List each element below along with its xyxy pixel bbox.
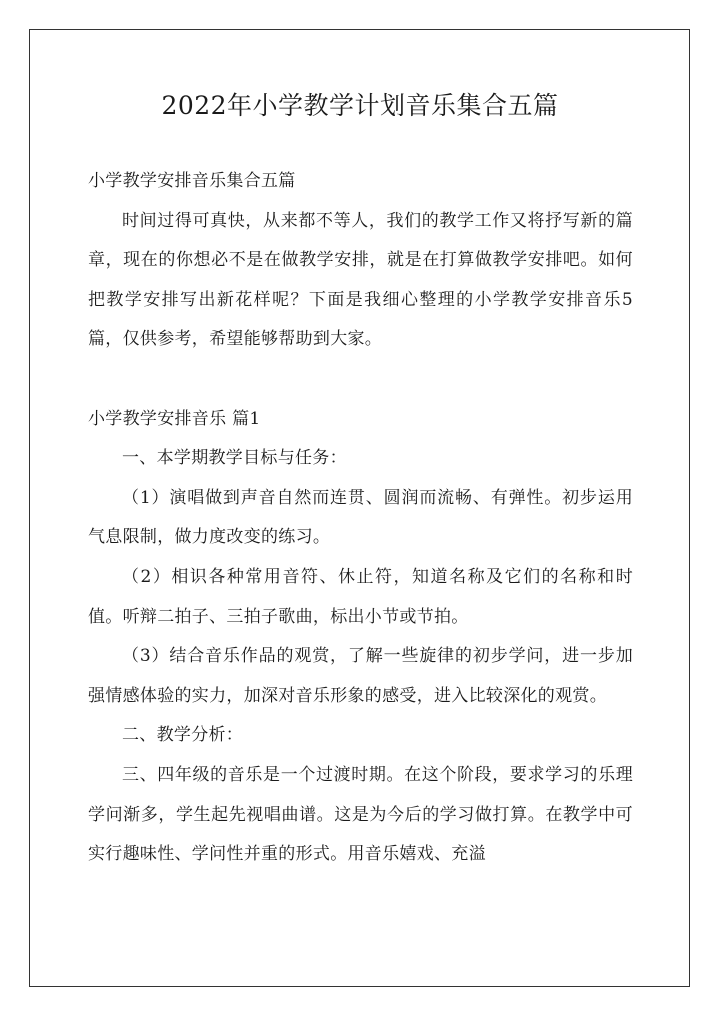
blank-line [88, 360, 633, 400]
paragraph-intro: 时间过得可真快，从来都不等人，我们的教学工作又将抒写新的篇章，现在的你想必不是在做教学安排，就是在打算做教学安排吧。如何把教学安排写出新花样呢？下面是我细心整理的小学教学安排音乐5篇，仅供参考，希望能够帮助到大家。 [88, 210, 633, 350]
paragraph-goal-2: （2）相识各种常用音符、休止符，知道名称及它们的名称和时值。听辩二拍子、三拍子歌曲，标出小节或节拍。 [88, 566, 633, 627]
paragraph-subtitle: 小学教学安排音乐集合五篇 [88, 171, 296, 191]
paragraph-goals-heading: 一、本学期教学目标与任务： [122, 448, 347, 469]
paragraph-analysis-heading: 二、教学分析： [122, 725, 244, 746]
paragraph-goal-3: （3）结合音乐作品的观赏，了解一些旋律的初步学问，进一步加强情感体验的实力，加深对音乐形象的感受，进入比较深化的观赏。 [88, 646, 633, 706]
paragraph-analysis: 三、四年级的音乐是一个过渡时期。在这个阶段，要求学习的乐理学问渐多，学生起先视唱曲谱。这是为今后的学习做打算。在教学中可实行趣味性、学问性并重的形式。用音乐嬉戏、充溢 [88, 764, 633, 865]
section-heading: 小学教学安排音乐 篇1 [88, 408, 261, 429]
document-body [88, 162, 633, 875]
paragraph-goal-1: （1）演唱做到声音自然而连贯、圆润而流畅、有弹性。初步运用气息限制，做力度改变的练习。 [88, 487, 633, 548]
document-title: 2022年小学教学计划音乐集合五篇 [161, 91, 559, 120]
